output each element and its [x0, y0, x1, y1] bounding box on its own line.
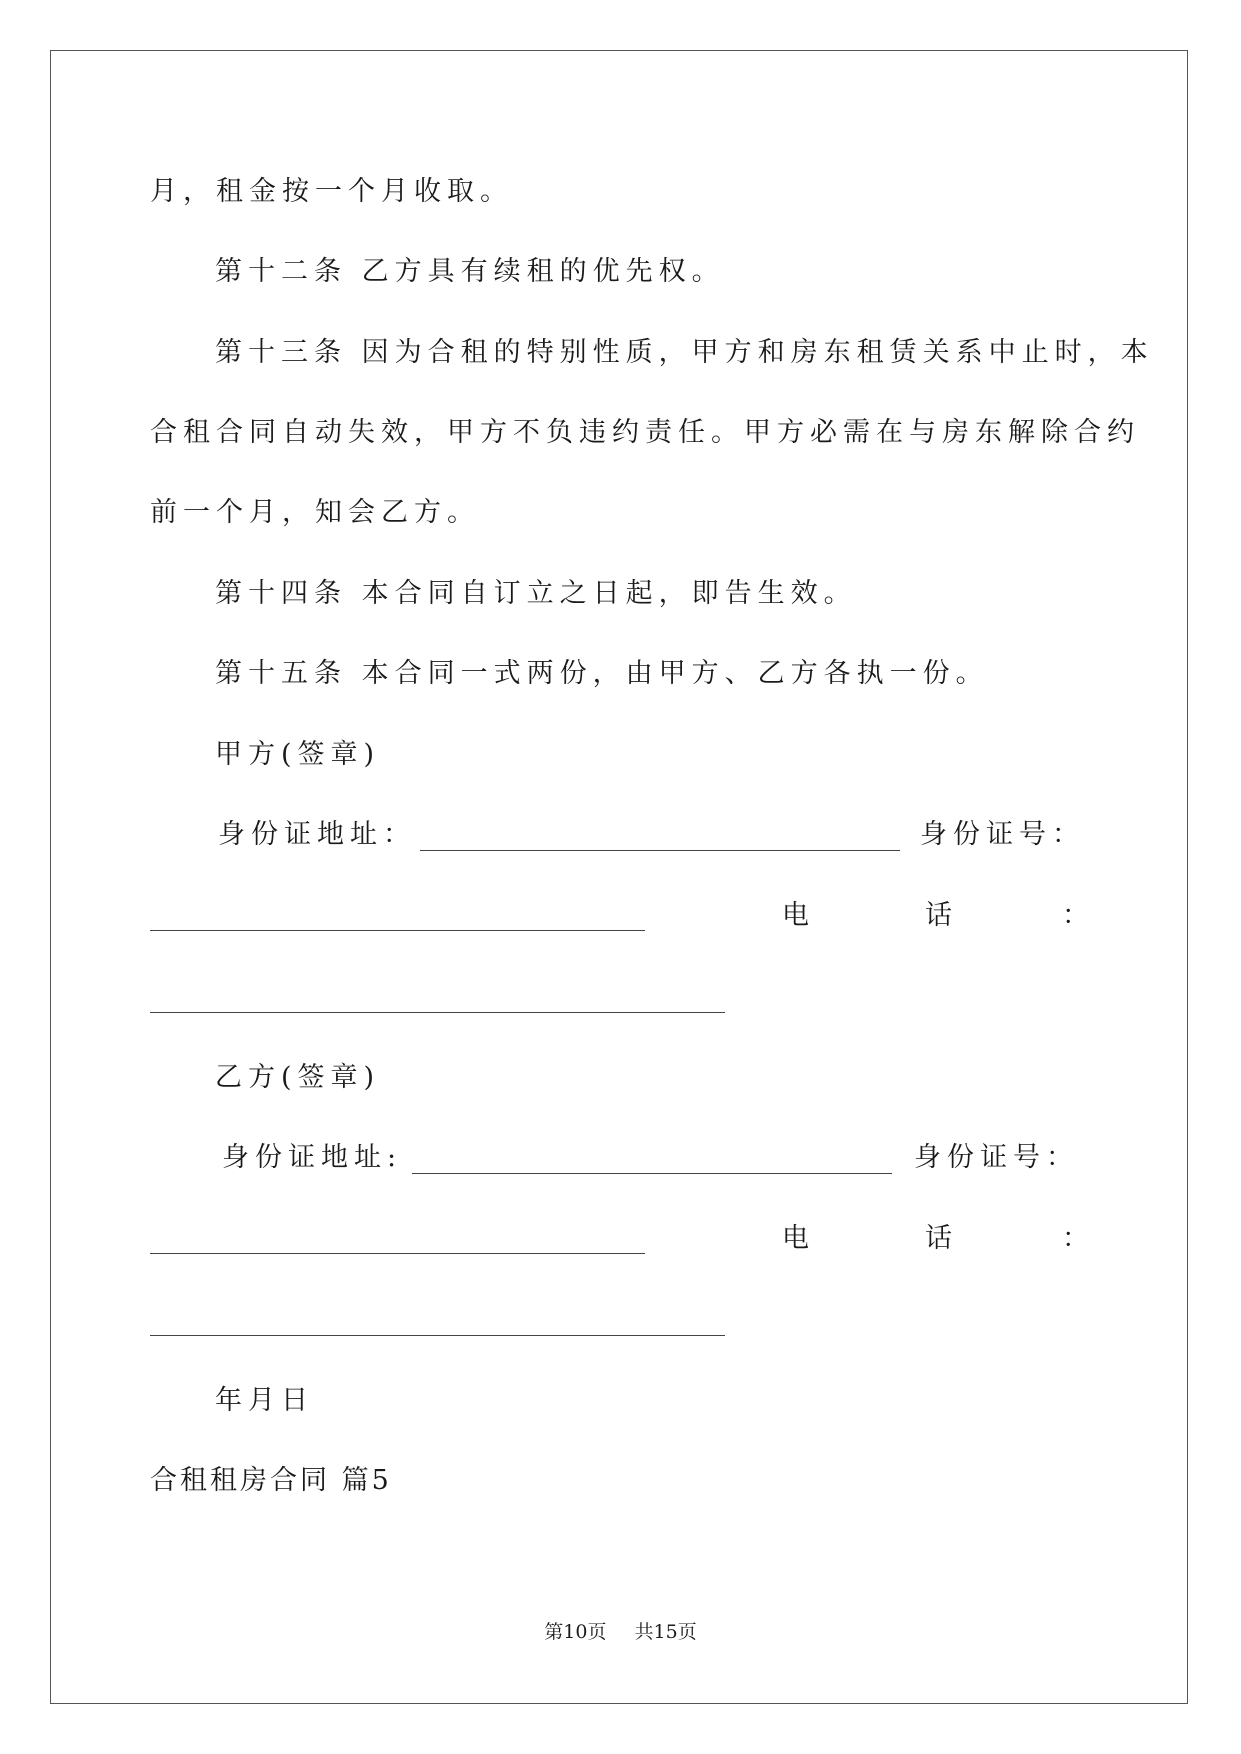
page-number-total: 共15页 — [634, 1621, 697, 1643]
party-a-id-address-label: 身份证地址： — [218, 819, 416, 850]
article-14: 第十四条 本合同自订立之日起，即告生效。 — [215, 578, 857, 609]
party-b-id-address-field[interactable] — [412, 1173, 892, 1174]
party-b-phone-char1: 电 — [782, 1223, 809, 1254]
party-a-phone-colon: ： — [1062, 900, 1089, 931]
article-12: 第十二条 乙方具有续租的优先权。 — [215, 256, 725, 287]
article-13-line1: 第十三条 因为合租的特别性质，甲方和房东租赁关系中止时，本 — [215, 337, 1154, 368]
page-number-current: 第10页 — [544, 1621, 607, 1643]
party-b-title: 乙方(签章) — [215, 1062, 381, 1093]
party-a-id-number-field[interactable] — [150, 930, 645, 931]
party-b-phone-char2: 话 — [925, 1223, 952, 1254]
page-border — [50, 50, 1188, 1704]
party-a-title: 甲方(签章) — [215, 739, 381, 770]
party-b-id-number-field[interactable] — [150, 1253, 645, 1254]
page-footer — [0, 1618, 1241, 1646]
party-a-phone-char2: 话 — [925, 900, 952, 931]
party-a-id-address-field[interactable] — [420, 850, 900, 851]
party-b-id-address-label: 身份证地址: — [222, 1142, 403, 1173]
article-13-line2: 合租合同自动失效，甲方不负违约责任。甲方必需在与房东解除合约 — [150, 417, 1140, 448]
party-a-phone-char1: 电 — [782, 900, 809, 931]
party-b-id-number-label: 身份证号： — [914, 1142, 1079, 1173]
date-line: 年月日 — [215, 1385, 314, 1416]
article-15: 第十五条 本合同一式两份，由甲方、乙方各执一份。 — [215, 658, 989, 689]
party-a-phone-field[interactable] — [150, 1012, 725, 1013]
party-b-phone-field[interactable] — [150, 1335, 725, 1336]
paragraph-rent: 月，租金按一个月收取。 — [150, 176, 513, 207]
article-13-line3: 前一个月，知会乙方。 — [150, 497, 480, 528]
party-a-id-number-label: 身份证号： — [920, 819, 1085, 850]
party-b-phone-colon: ： — [1062, 1223, 1089, 1254]
section-heading: 合租租房合同 篇5 — [150, 1465, 392, 1496]
